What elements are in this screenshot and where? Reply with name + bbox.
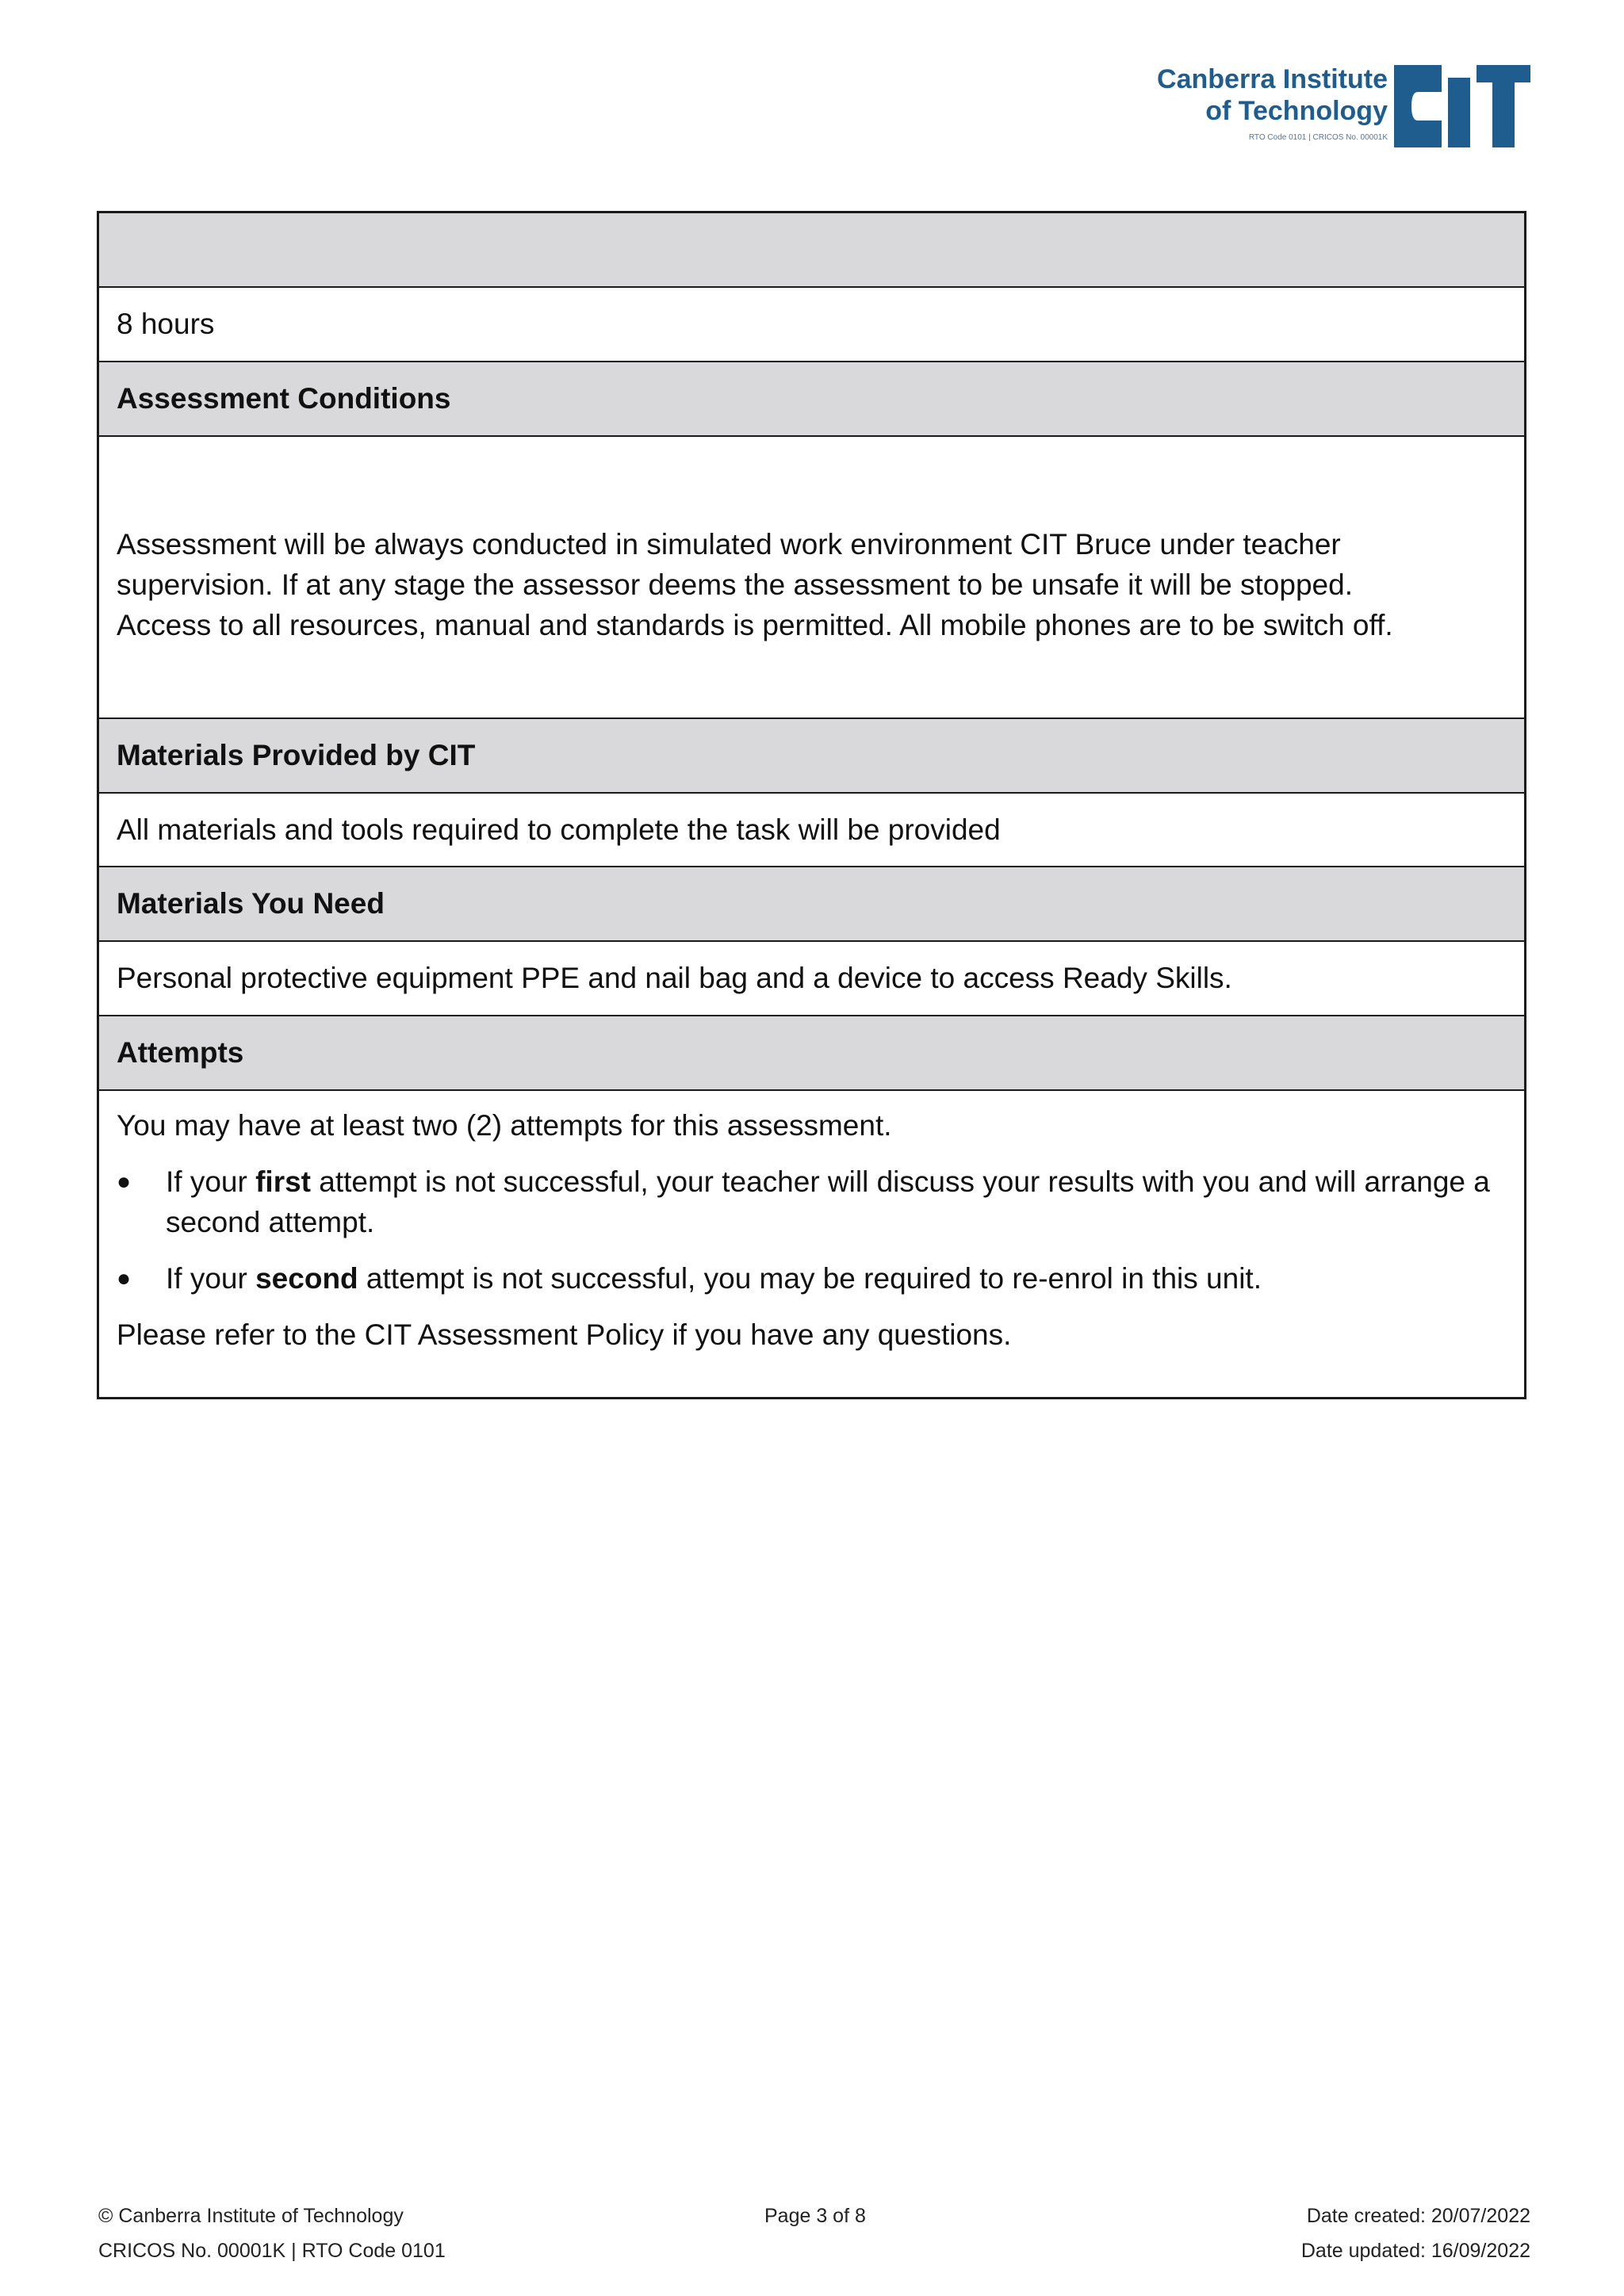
attempt-first-text [166,1161,1507,1242]
materials-need-heading-text: Materials You Need [117,887,385,920]
logo-codes: RTO Code 0101 | CRICOS No. 00001K [1248,133,1388,142]
bullet-icon: ● [117,1169,132,1195]
materials-need-cell [99,942,1524,1016]
conditions-line: Assessment will be always conducted in simulated work environment CIT Bruce under teacher [117,528,1341,561]
attempt-second-pre: If your [166,1262,256,1295]
materials-cit-heading-text: Materials Provided by CIT [117,739,476,771]
footer-codes: CRICOS No. 00001K | RTO Code 0101 [98,2240,446,2262]
footer-left [98,2198,446,2268]
materials-cit-text: All materials and tools required to complete the task will be provided [117,813,1001,846]
footer-date-updated: Date updated: 16/09/2022 [1300,2240,1530,2262]
logo-line2: of Technology [1205,96,1388,126]
attempts-heading [99,1016,1524,1091]
attempts-outro: Please refer to the CIT Assessment Policy if you have any questions. [117,1318,1012,1351]
attempt-second-bold: second [255,1262,358,1295]
table-blank-header [99,213,1524,288]
conditions-cell [99,437,1524,719]
materials-cit-cell [99,794,1524,867]
attempt-first-post: attempt is not successful, your teacher will discuss your results with you and will arrange a second attempt. [166,1165,1490,1238]
conditions-heading-text: Assessment Conditions [117,382,451,415]
attempts-intro: You may have at least two (2) attempts for this assessment. [117,1109,892,1142]
logo-text [1157,63,1388,146]
footer-copyright: © Canberra Institute of Technology [98,2205,404,2227]
assessment-details-table [97,211,1526,1399]
attempt-second-item [117,1258,1507,1299]
attempt-second-text [166,1258,1507,1299]
attempt-second-post: attempt is not successful, you may be required to re-enrol in this unit. [358,1262,1262,1295]
footer-date-created: Date created: 20/07/2022 [1306,2205,1530,2227]
attempt-first-pre: If your [166,1165,256,1198]
duration-text: 8 hours [117,308,215,340]
materials-cit-heading [99,719,1524,794]
conditions-line: Access to all resources, manual and standards is permitted. All mobile phones are to be switch off. [117,609,1393,641]
attempts-cell [99,1091,1524,1397]
attempt-first-item [117,1161,1507,1242]
materials-need-text: Personal protective equipment PPE and nail bag and a device to access Ready Skills. [117,962,1232,994]
footer-page-number: Page 3 of 8 [764,2205,866,2227]
cit-logo [1150,63,1530,151]
logo-line1: Canberra Institute [1157,64,1388,94]
attempts-heading-text: Attempts [117,1036,244,1069]
bullet-icon: ● [117,1265,132,1292]
conditions-line: supervision. If at any stage the assessor deems the assessment to be unsafe it will be stopped. [117,568,1353,601]
footer-right [1301,2198,1530,2268]
attempt-first-bold: first [255,1165,312,1198]
materials-need-heading [99,867,1524,942]
conditions-heading [99,362,1524,437]
duration-cell [99,288,1524,362]
cit-logo-mark-icon [1394,65,1530,147]
